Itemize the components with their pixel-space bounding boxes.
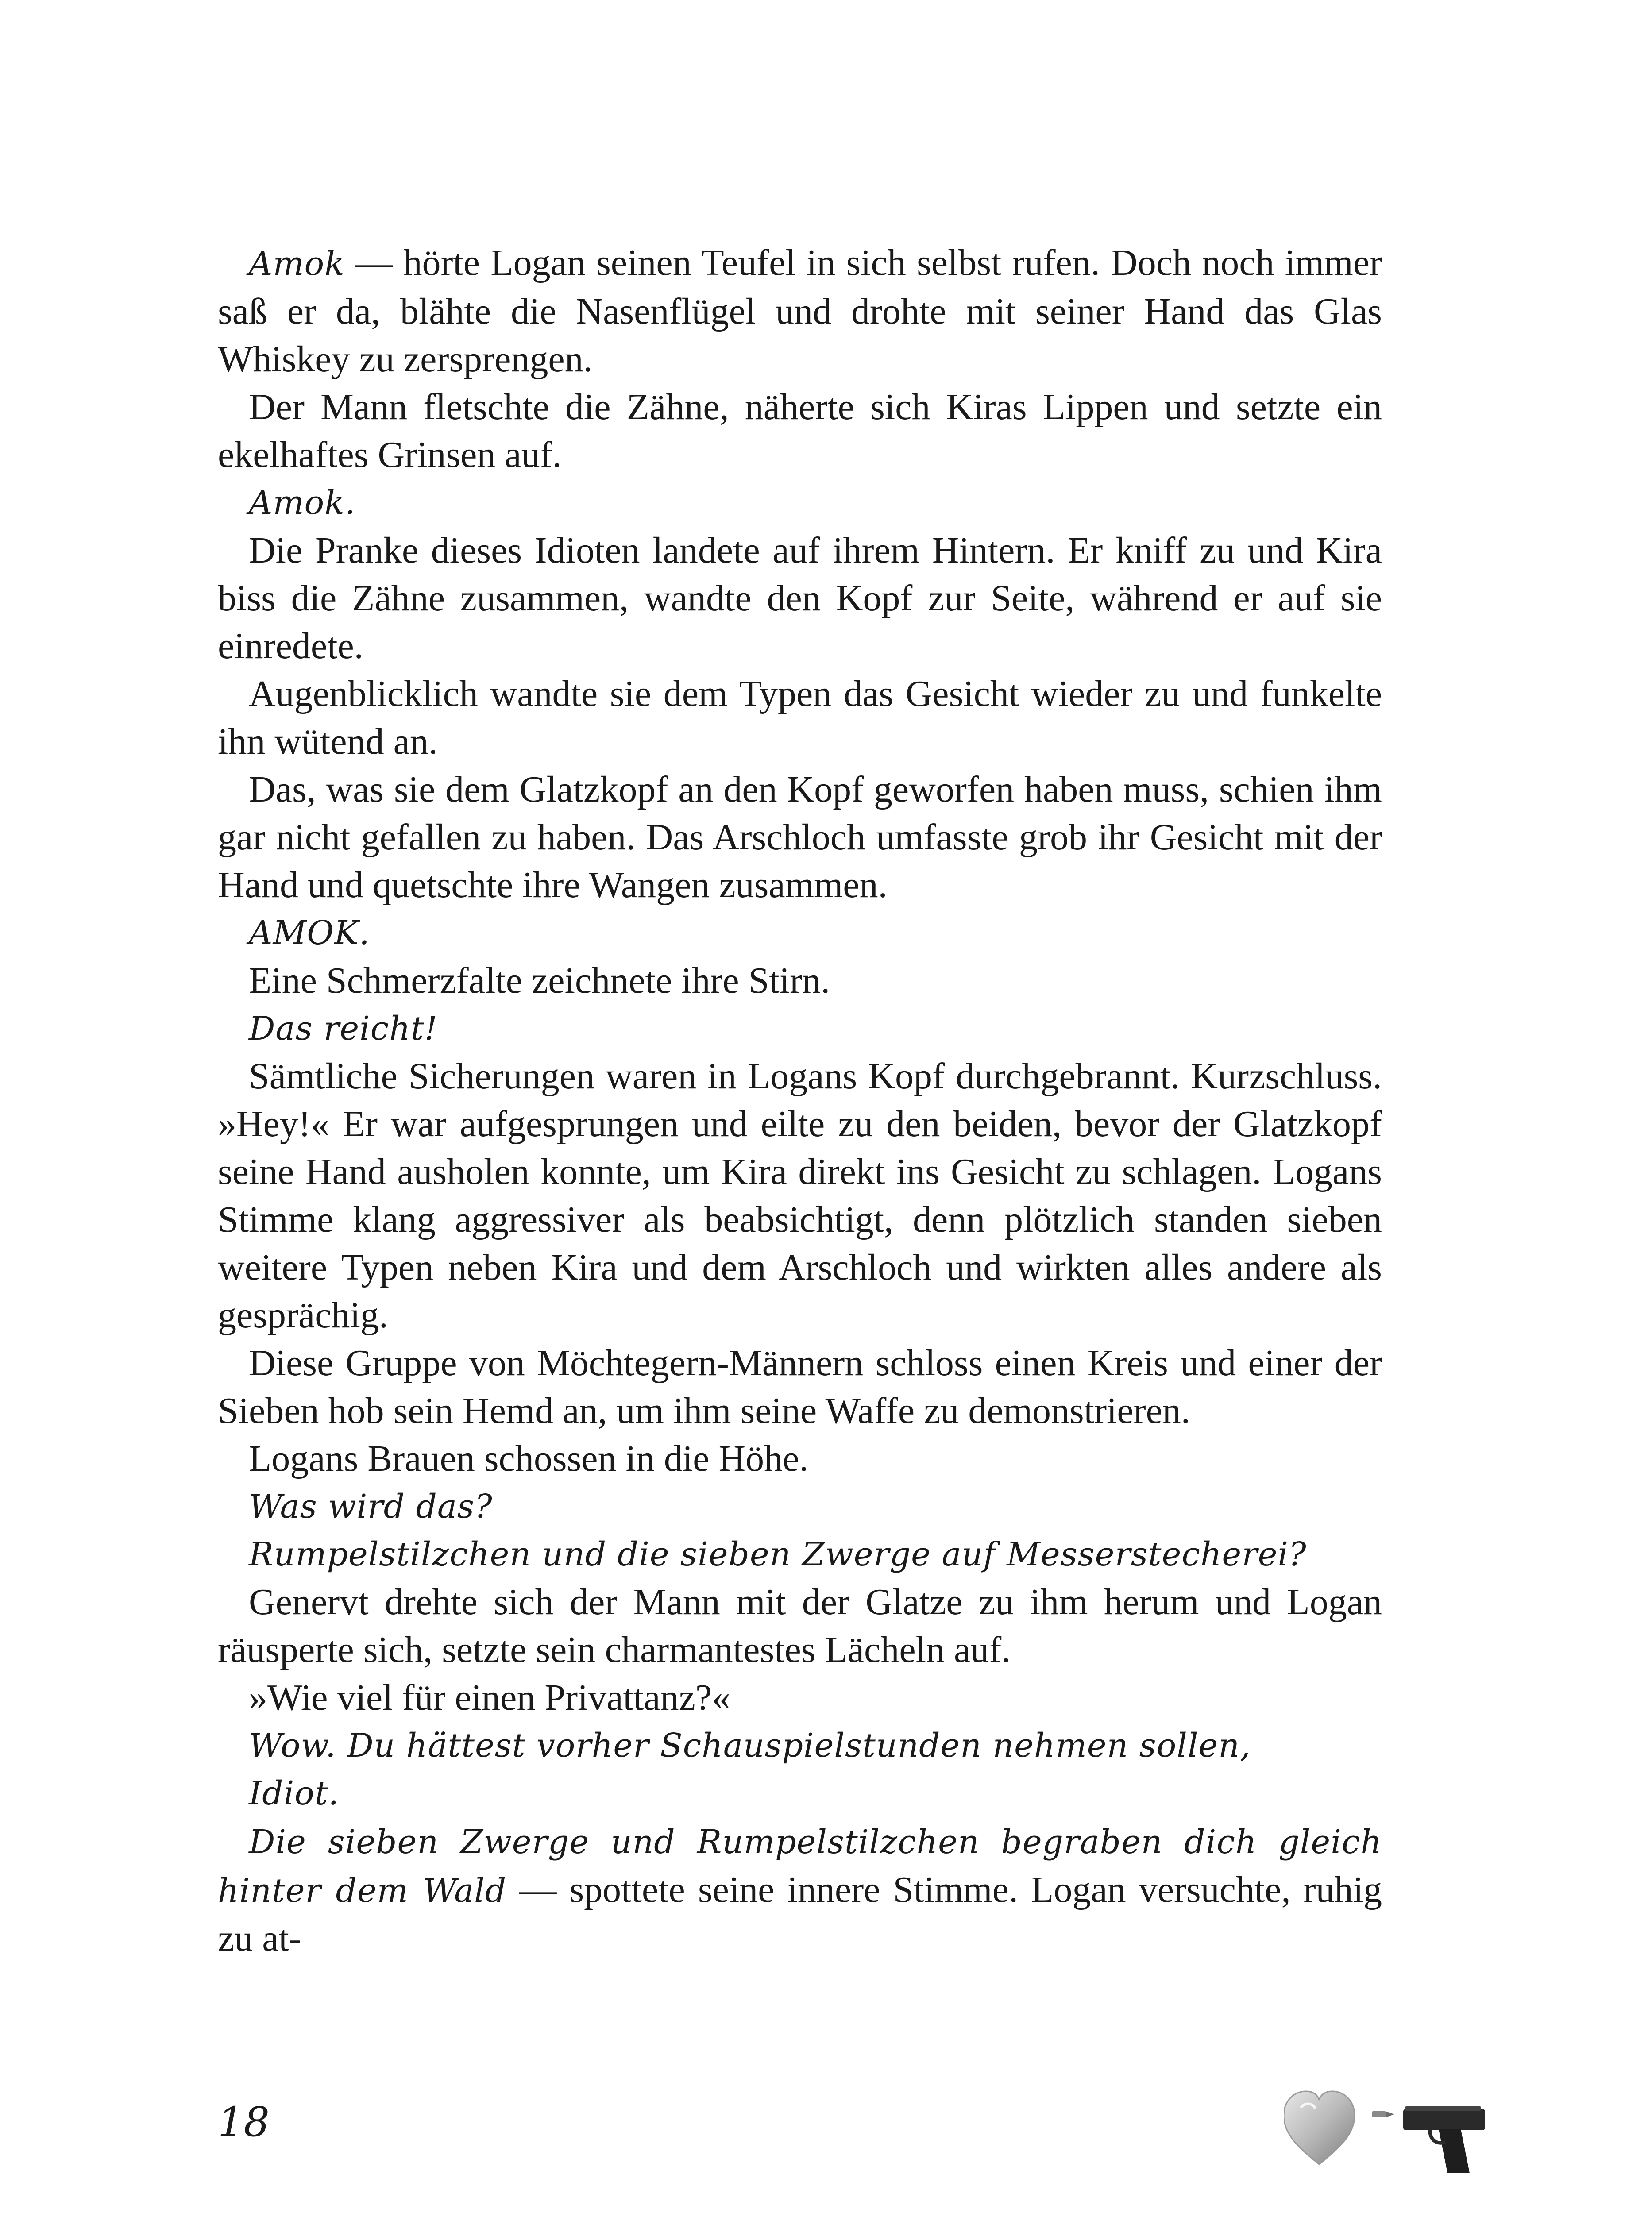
paragraph: Logans Brauen schossen in die Höhe.	[249, 1438, 809, 1479]
inner-voice-line: Rumpelstilzchen und die sieben Zwerge auf Messerstecherei?	[249, 1535, 1307, 1573]
paragraph: »Wie viel für einen Privattanz?«	[249, 1677, 731, 1718]
paragraph: Sämtliche Sicherungen waren in Logans Kopf durchgebrannt. Kurzschluss. »Hey!« Er war aufgesprungen und eilte zu den beiden, bevor der Glatzkopf seine Hand ausholen konnte, um Kira direkt ins Gesicht zu schlagen. Logans Stimme klang aggressiver als beabsichtigt, denn plötzlich standen sieben weitere Typen neben Kira und dem Arschloch und wirkten alles andere als gesprächig.	[218, 1056, 1382, 1336]
page-number: 18	[218, 2098, 270, 2146]
inner-voice-line: Das reicht!	[249, 1010, 438, 1048]
paragraph-text: — hörte Logan seinen Teufel in sich selbst rufen. Doch noch immer saß er da, blähte die Nasenflügel und drohte mit seiner Hand das Glas Whiskey zu zersprengen.	[218, 242, 1382, 380]
inner-voice-line: Was wird das?	[249, 1488, 493, 1526]
paragraph: Genervt drehte sich der Mann mit der Glatze zu ihm herum und Logan räusperte sich, setzte sein charmantestes Lächeln auf.	[218, 1581, 1382, 1670]
pistol-icon	[1403, 2106, 1485, 2173]
bullet-icon	[1372, 2111, 1394, 2117]
heart-icon	[1284, 2091, 1355, 2164]
paragraph-text: — spottete seine innere Stimme. Logan versuchte, ruhig zu at-	[218, 1869, 1382, 1959]
paragraph: Augenblicklich wandte sie dem Typen das Gesicht wieder zu und funkelte ihn wütend an.	[218, 673, 1382, 762]
paragraph: Der Mann fletschte die Zähne, näherte sich Kiras Lippen und setzte ein ekelhaftes Grinsen auf.	[218, 386, 1382, 475]
inner-voice-line: AMOK.	[249, 914, 370, 952]
paragraph	[218, 1817, 1382, 1962]
inner-voice-text: Amok	[249, 245, 345, 283]
inner-voice-line: Wow. Du hättest vorher Schauspielstunden nehmen sollen,	[249, 1727, 1251, 1765]
page-ornament	[1284, 2080, 1487, 2178]
paragraph: Eine Schmerzfalte zeichnete ihre Stirn.	[249, 960, 830, 1001]
paragraph: Die Pranke dieses Idioten landete auf ihrem Hintern. Er kniff zu und Kira biss die Zähne zusammen, wandte den Kopf zur Seite, während er auf sie einredete.	[218, 530, 1382, 667]
paragraph: Das, was sie dem Glatzkopf an den Kopf geworfen haben muss, schien ihm gar nicht gefallen zu haben. Das Arschloch umfasste grob ihr Gesicht mit der Hand und quetschte ihre Wangen zusammen.	[218, 769, 1382, 906]
chapter-text	[218, 239, 1382, 1962]
inner-voice-text: Die sieben Zwerge und Rumpelstilzchen begraben dich gleich hinter dem Wald	[218, 1823, 1382, 1910]
paragraph: Diese Gruppe von Möchtegern-Männern schloss einen Kreis und einer der Sieben hob sein Hemd an, um ihm seine Waffe zu demonstrieren.	[218, 1342, 1382, 1431]
inner-voice-line: Idiot.	[249, 1774, 340, 1812]
inner-voice-line: Amok.	[249, 484, 356, 522]
paragraph	[218, 239, 1382, 383]
